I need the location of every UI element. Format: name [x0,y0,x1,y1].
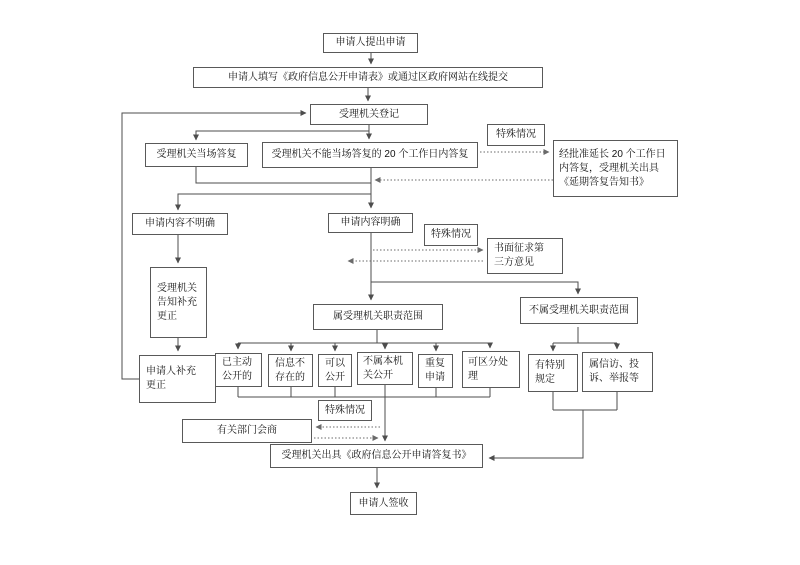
node-reply-20days: 受理机关不能当场答复的 20 个工作日内答复 [262,142,478,168]
node-can-disclose: 可以公开 [318,354,352,387]
node-special-case-2: 特殊情况 [424,224,478,246]
node-register: 受理机关登记 [310,104,428,125]
node-special-case-1: 特殊情况 [487,124,545,146]
node-in-scope: 属受理机关职责范围 [313,304,443,330]
node-notify-supplement: 受理机关告知补充更正 [150,267,207,338]
node-already-public: 已主动公开的 [215,353,262,387]
node-reply-document: 受理机关出具《政府信息公开申请答复书》 [270,444,483,468]
node-info-not-exist: 信息不存在的 [268,354,313,387]
node-not-this-organ: 不属本机关公开 [357,352,413,385]
node-out-of-scope: 不属受理机关职责范围 [520,297,638,324]
node-petition-etc: 属信访、投诉、举报等 [582,352,653,392]
node-sign-receipt: 申请人签收 [350,492,417,515]
node-extend-reply: 经批准延长 20 个工作日内答复，受理机关出具《延期答复告知书》 [553,140,678,197]
node-onspot-reply: 受理机关当场答复 [145,143,248,167]
node-third-party-opinion: 书面征求第三方意见 [487,238,563,274]
node-separable: 可区分处理 [462,351,520,388]
node-content-unclear: 申请内容不明确 [132,213,228,235]
node-submit-application: 申请人提出申请 [323,33,418,53]
node-fill-form: 申请人填写《政府信息公开申请表》或通过区政府网站在线提交 [193,67,543,88]
node-applicant-supplement: 申请人补充更正 [139,355,216,403]
node-dept-consult: 有关部门会商 [182,419,312,443]
node-repeat-request: 重复申请 [418,354,453,388]
node-content-clear: 申请内容明确 [328,213,413,233]
node-special-rules: 有特别规定 [528,354,578,392]
node-special-case-3: 特殊情况 [318,400,372,421]
